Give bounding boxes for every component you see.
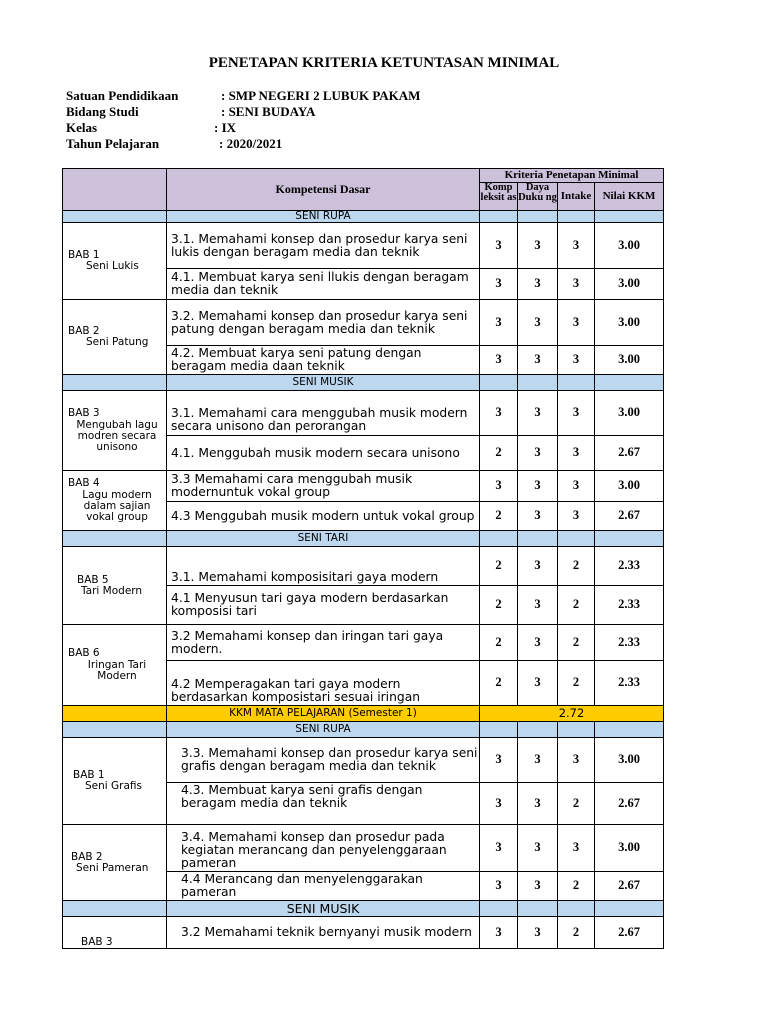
header-intake: Intake bbox=[558, 183, 595, 211]
daya-dukung-value: 3 bbox=[518, 346, 558, 375]
kd-cell: 3.2 Memahami konsep dan iringan tari gaya modern. bbox=[167, 625, 480, 661]
daya-dukung-value: 3 bbox=[518, 738, 558, 783]
intake-value: 2 bbox=[558, 661, 595, 706]
nilai-kkm-value: 2.67 bbox=[595, 872, 664, 901]
kompleksitas-value: 3 bbox=[480, 738, 518, 783]
intake-value: 3 bbox=[558, 502, 595, 531]
kompleksitas-value: 3 bbox=[480, 471, 518, 502]
bab-cell: BAB 1 Seni Lukis bbox=[63, 223, 167, 300]
nilai-kkm-value: 2.33 bbox=[595, 625, 664, 661]
bab-cell: BAB 2 Seni Pameran bbox=[63, 825, 167, 901]
kd-cell: 3.3 Memahami cara menggubah musik modernuntuk vokal group bbox=[167, 471, 480, 502]
daya-dukung-value: 3 bbox=[518, 300, 558, 346]
nilai-kkm-value: 3.00 bbox=[595, 269, 664, 300]
intake-value: 3 bbox=[558, 391, 595, 436]
nilai-kkm-value: 3.00 bbox=[595, 825, 664, 872]
nilai-kkm-value: 2.67 bbox=[595, 917, 664, 949]
meta-row-bidang bbox=[66, 104, 316, 120]
intake-value: 3 bbox=[558, 223, 595, 269]
page-title: PENETAPAN KRITERIA KETUNTASAN MINIMAL bbox=[208, 55, 560, 71]
kompleksitas-value: 3 bbox=[480, 783, 518, 825]
intake-value: 2 bbox=[558, 625, 595, 661]
kd-cell: 4.4 Merancang dan menyelenggarakan pameran bbox=[167, 872, 480, 901]
kompleksitas-value: 3 bbox=[480, 917, 518, 949]
kompleksitas-value: 3 bbox=[480, 825, 518, 872]
header-blank bbox=[63, 169, 167, 211]
kompleksitas-value: 3 bbox=[480, 269, 518, 300]
intake-value: 3 bbox=[558, 825, 595, 872]
nilai-kkm-value: 3.00 bbox=[595, 738, 664, 783]
kompleksitas-value: 2 bbox=[480, 625, 518, 661]
kd-cell: 4.1. Membuat karya seni llukis dengan beragam media dan teknik bbox=[167, 269, 480, 300]
bab-cell: BAB 4 Lagu modern dalam sajian vokal group bbox=[63, 471, 167, 531]
intake-value: 2 bbox=[558, 586, 595, 625]
kd-cell: 3.2. Memahami konsep dan prosedur karya seni patung dengan beragam media dan teknik bbox=[167, 300, 480, 346]
kd-cell: 3.1. Memahami komposisitari gaya modern bbox=[167, 547, 480, 586]
kd-cell: 3.3. Memahami konsep dan prosedur karya seni grafis dengan beragam media dan teknik bbox=[167, 738, 480, 783]
daya-dukung-value: 3 bbox=[518, 625, 558, 661]
meta-value: : SMP NEGERI 2 LUBUK PAKAM bbox=[221, 88, 421, 103]
nilai-kkm-value: 3.00 bbox=[595, 346, 664, 375]
intake-value: 2 bbox=[558, 783, 595, 825]
kompleksitas-value: 3 bbox=[480, 223, 518, 269]
kd-cell: 4.3. Membuat karya seni grafis dengan beragam media dan teknik bbox=[167, 783, 480, 825]
kompleksitas-value: 3 bbox=[480, 391, 518, 436]
kd-cell: 4.1. Menggubah musik modern secara unisono bbox=[167, 436, 480, 471]
nilai-kkm-value: 3.00 bbox=[595, 471, 664, 502]
header-kompleksitas: Komp leksit as bbox=[480, 183, 518, 211]
section-seni-rupa: SENI RUPA bbox=[167, 211, 480, 223]
daya-dukung-value: 3 bbox=[518, 471, 558, 502]
nilai-kkm-value: 2.33 bbox=[595, 547, 664, 586]
kd-cell: 3.2 Memahami teknik bernyanyi musik modern bbox=[167, 917, 480, 949]
intake-value: 3 bbox=[558, 300, 595, 346]
kompleksitas-value: 2 bbox=[480, 436, 518, 471]
nilai-kkm-value: 3.00 bbox=[595, 300, 664, 346]
meta-label: Tahun Pelajaran bbox=[66, 136, 160, 151]
kompleksitas-value: 3 bbox=[480, 872, 518, 901]
kompleksitas-value: 2 bbox=[480, 661, 518, 706]
kd-cell: 3.4. Memahami konsep dan prosedur pada kegiatan merancang dan penyelenggaraan pameran bbox=[167, 825, 480, 872]
bab-cell: BAB 3 bbox=[63, 917, 167, 949]
kompleksitas-value: 2 bbox=[480, 547, 518, 586]
intake-value: 2 bbox=[558, 547, 595, 586]
nilai-kkm-value: 2.33 bbox=[595, 661, 664, 706]
kompleksitas-value: 2 bbox=[480, 586, 518, 625]
nilai-kkm-value: 3.00 bbox=[595, 391, 664, 436]
meta-row-kelas bbox=[66, 120, 237, 136]
header-kompetensi-dasar: Kompetensi Dasar bbox=[167, 169, 480, 211]
daya-dukung-value: 3 bbox=[518, 586, 558, 625]
daya-dukung-value: 3 bbox=[518, 917, 558, 949]
kompleksitas-value: 2 bbox=[480, 502, 518, 531]
nilai-kkm-value: 2.67 bbox=[595, 436, 664, 471]
meta-label: Satuan Pendidikaan bbox=[66, 88, 179, 103]
kd-cell: 4.3 Menggubah musik modern untuk vokal group bbox=[167, 502, 480, 531]
section-seni-rupa: SENI RUPA bbox=[167, 722, 480, 738]
kd-cell: 3.1. Memahami konsep dan prosedur karya seni lukis dengan beragam media dan teknik bbox=[167, 223, 480, 269]
daya-dukung-value: 3 bbox=[518, 391, 558, 436]
meta-row-satuan bbox=[66, 88, 421, 104]
kd-cell: 4.2 Memperagakan tari gaya modern berdasarkan komposistari sesuai iringan bbox=[167, 661, 480, 706]
meta-value: : 2020/2021 bbox=[219, 136, 283, 151]
kkm-semester-label: KKM MATA PELAJARAN (Semester 1) bbox=[167, 706, 480, 722]
daya-dukung-value: 3 bbox=[518, 661, 558, 706]
bab-cell: BAB 2 Seni Patung bbox=[63, 300, 167, 375]
section-seni-tari: SENI TARI bbox=[167, 531, 480, 547]
daya-dukung-value: 3 bbox=[518, 502, 558, 531]
meta-label: Bidang Studi bbox=[66, 104, 139, 119]
header-nilai-kkm: Nilai KKM bbox=[595, 183, 664, 211]
nilai-kkm-value: 3.00 bbox=[595, 223, 664, 269]
meta-value: : SENI BUDAYA bbox=[221, 104, 316, 119]
daya-dukung-value: 3 bbox=[518, 547, 558, 586]
nilai-kkm-value: 2.33 bbox=[595, 586, 664, 625]
section-seni-musik: SENI MUSIK bbox=[167, 901, 480, 917]
bab-cell: BAB 6 Iringan Tari Modern bbox=[63, 625, 167, 706]
intake-value: 3 bbox=[558, 269, 595, 300]
intake-value: 3 bbox=[558, 346, 595, 375]
header-daya-dukung: Daya Duku ng bbox=[518, 183, 558, 211]
kd-cell: 4.1 Menyusun tari gaya modern berdasarkan komposisi tari bbox=[167, 586, 480, 625]
kd-cell: 4.2. Membuat karya seni patung dengan beragam media daan teknik bbox=[167, 346, 480, 375]
meta-row-tahun bbox=[66, 136, 283, 152]
daya-dukung-value: 3 bbox=[518, 783, 558, 825]
kompleksitas-value: 3 bbox=[480, 346, 518, 375]
section-seni-musik: SENI MUSIK bbox=[167, 375, 480, 391]
intake-value: 2 bbox=[558, 917, 595, 949]
daya-dukung-value: 3 bbox=[518, 825, 558, 872]
kompleksitas-value: 3 bbox=[480, 300, 518, 346]
nilai-kkm-value: 2.67 bbox=[595, 783, 664, 825]
bab-cell: BAB 5 Tari Modern bbox=[63, 547, 167, 625]
bab-cell: BAB 1 Seni Grafis bbox=[63, 738, 167, 825]
nilai-kkm-value: 2.67 bbox=[595, 502, 664, 531]
intake-value: 3 bbox=[558, 436, 595, 471]
section-spacer bbox=[63, 211, 167, 223]
kkm-table bbox=[62, 168, 664, 949]
intake-value: 2 bbox=[558, 872, 595, 901]
daya-dukung-value: 3 bbox=[518, 436, 558, 471]
meta-value: : IX bbox=[214, 120, 237, 135]
kd-cell: 3.1. Memahami cara menggubah musik modern secara unisono dan perorangan bbox=[167, 391, 480, 436]
intake-value: 3 bbox=[558, 471, 595, 502]
header-kriteria: Kriteria Penetapan Minimal bbox=[480, 169, 664, 183]
bab-cell: BAB 3 Mengubah lagu modren secara unisono bbox=[63, 391, 167, 471]
meta-label: Kelas bbox=[66, 120, 98, 135]
daya-dukung-value: 3 bbox=[518, 223, 558, 269]
daya-dukung-value: 3 bbox=[518, 269, 558, 300]
intake-value: 3 bbox=[558, 738, 595, 783]
daya-dukung-value: 3 bbox=[518, 872, 558, 901]
kkm-semester-value: 2.72 bbox=[480, 706, 664, 722]
